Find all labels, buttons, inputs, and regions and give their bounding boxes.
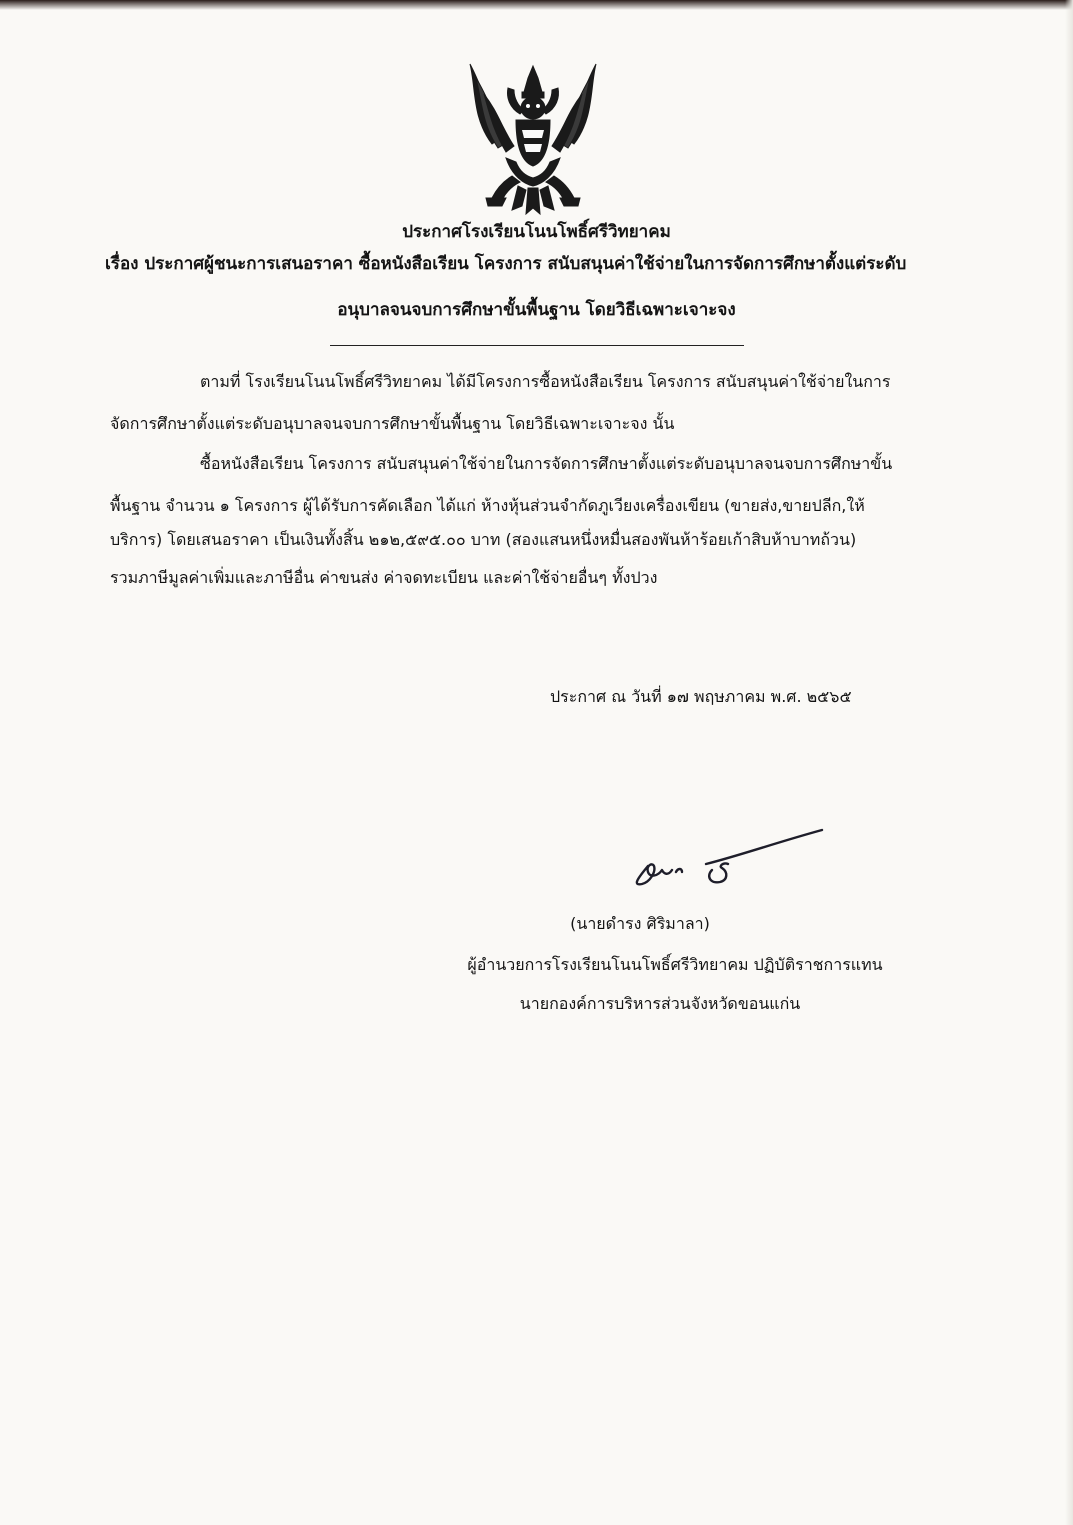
subject-line-1: เรื่อง ประกาศผู้ชนะการเสนอราคา ซื้อหนังสือเรียน โครงการ สนับสนุนค่าใช้จ่ายในการจัดการศึกษาตั้งแต่ระดับ <box>105 254 907 274</box>
paragraph-1-line-2: จัดการศึกษาตั้งแต่ระดับอนุบาลจนจบการศึกษาขั้นพื้นฐาน โดยวิธีเฉพาะเจาะจง นั้น <box>110 414 675 433</box>
title-divider <box>330 345 744 346</box>
subject-line-2: อนุบาลจนจบการศึกษาขั้นพื้นฐาน โดยวิธีเฉพาะเจาะจง <box>337 300 736 320</box>
handwritten-signature <box>628 826 828 892</box>
paragraph-2-line-3: บริการ) โดยเสนอราคา เป็นเงินทั้งสิ้น ๒๑๒,๕๙๕.๐๐ บาท (สองแสนหนึ่งหมื่นสองพันห้าร้อยเก้าสิบห้าบาทถ้วน) <box>110 530 857 549</box>
announcement-title: ประกาศโรงเรียนโนนโพธิ์ศรีวิทยาคม <box>402 222 671 242</box>
paragraph-2-line-4: รวมภาษีมูลค่าเพิ่มและภาษีอื่น ค่าขนส่ง ค่าจดทะเบียน และค่าใช้จ่ายอื่นๆ ทั้งปวง <box>110 568 658 587</box>
signatory-position-line-1: ผู้อำนวยการโรงเรียนโนนโพธิ์ศรีวิทยาคม ปฏิบัติราชการแทน <box>467 955 883 974</box>
paragraph-2-line-1: ซื้อหนังสือเรียน โครงการ สนับสนุนค่าใช้จ่ายในการจัดการศึกษาตั้งแต่ระดับอนุบาลจนจบการศึกษาขั้น <box>200 454 893 473</box>
paragraph-2-line-2: พื้นฐาน จำนวน ๑ โครงการ ผู้ได้รับการคัดเลือก ได้แก่ ห้างหุ้นส่วนจำกัดภูเวียงเครื่องเขียน (ขายส่ง,ขายปลีก,ให้ <box>110 496 865 515</box>
announcement-date: ประกาศ ณ วันที่ ๑๗ พฤษภาคม พ.ศ. ๒๕๖๕ <box>550 687 852 706</box>
signatory-position-line-2: นายกองค์การบริหารส่วนจังหวัดขอนแก่น <box>519 994 801 1013</box>
signatory-name: (นายดำรง ศิริมาลา) <box>570 914 710 933</box>
garuda-emblem-icon <box>462 58 604 216</box>
paragraph-1-line-1: ตามที่ โรงเรียนโนนโพธิ์ศรีวิทยาคม ได้มีโครงการซื้อหนังสือเรียน โครงการ สนับสนุนค่าใช้จ่ายในการ <box>200 372 891 391</box>
scan-top-shadow <box>0 0 1073 10</box>
